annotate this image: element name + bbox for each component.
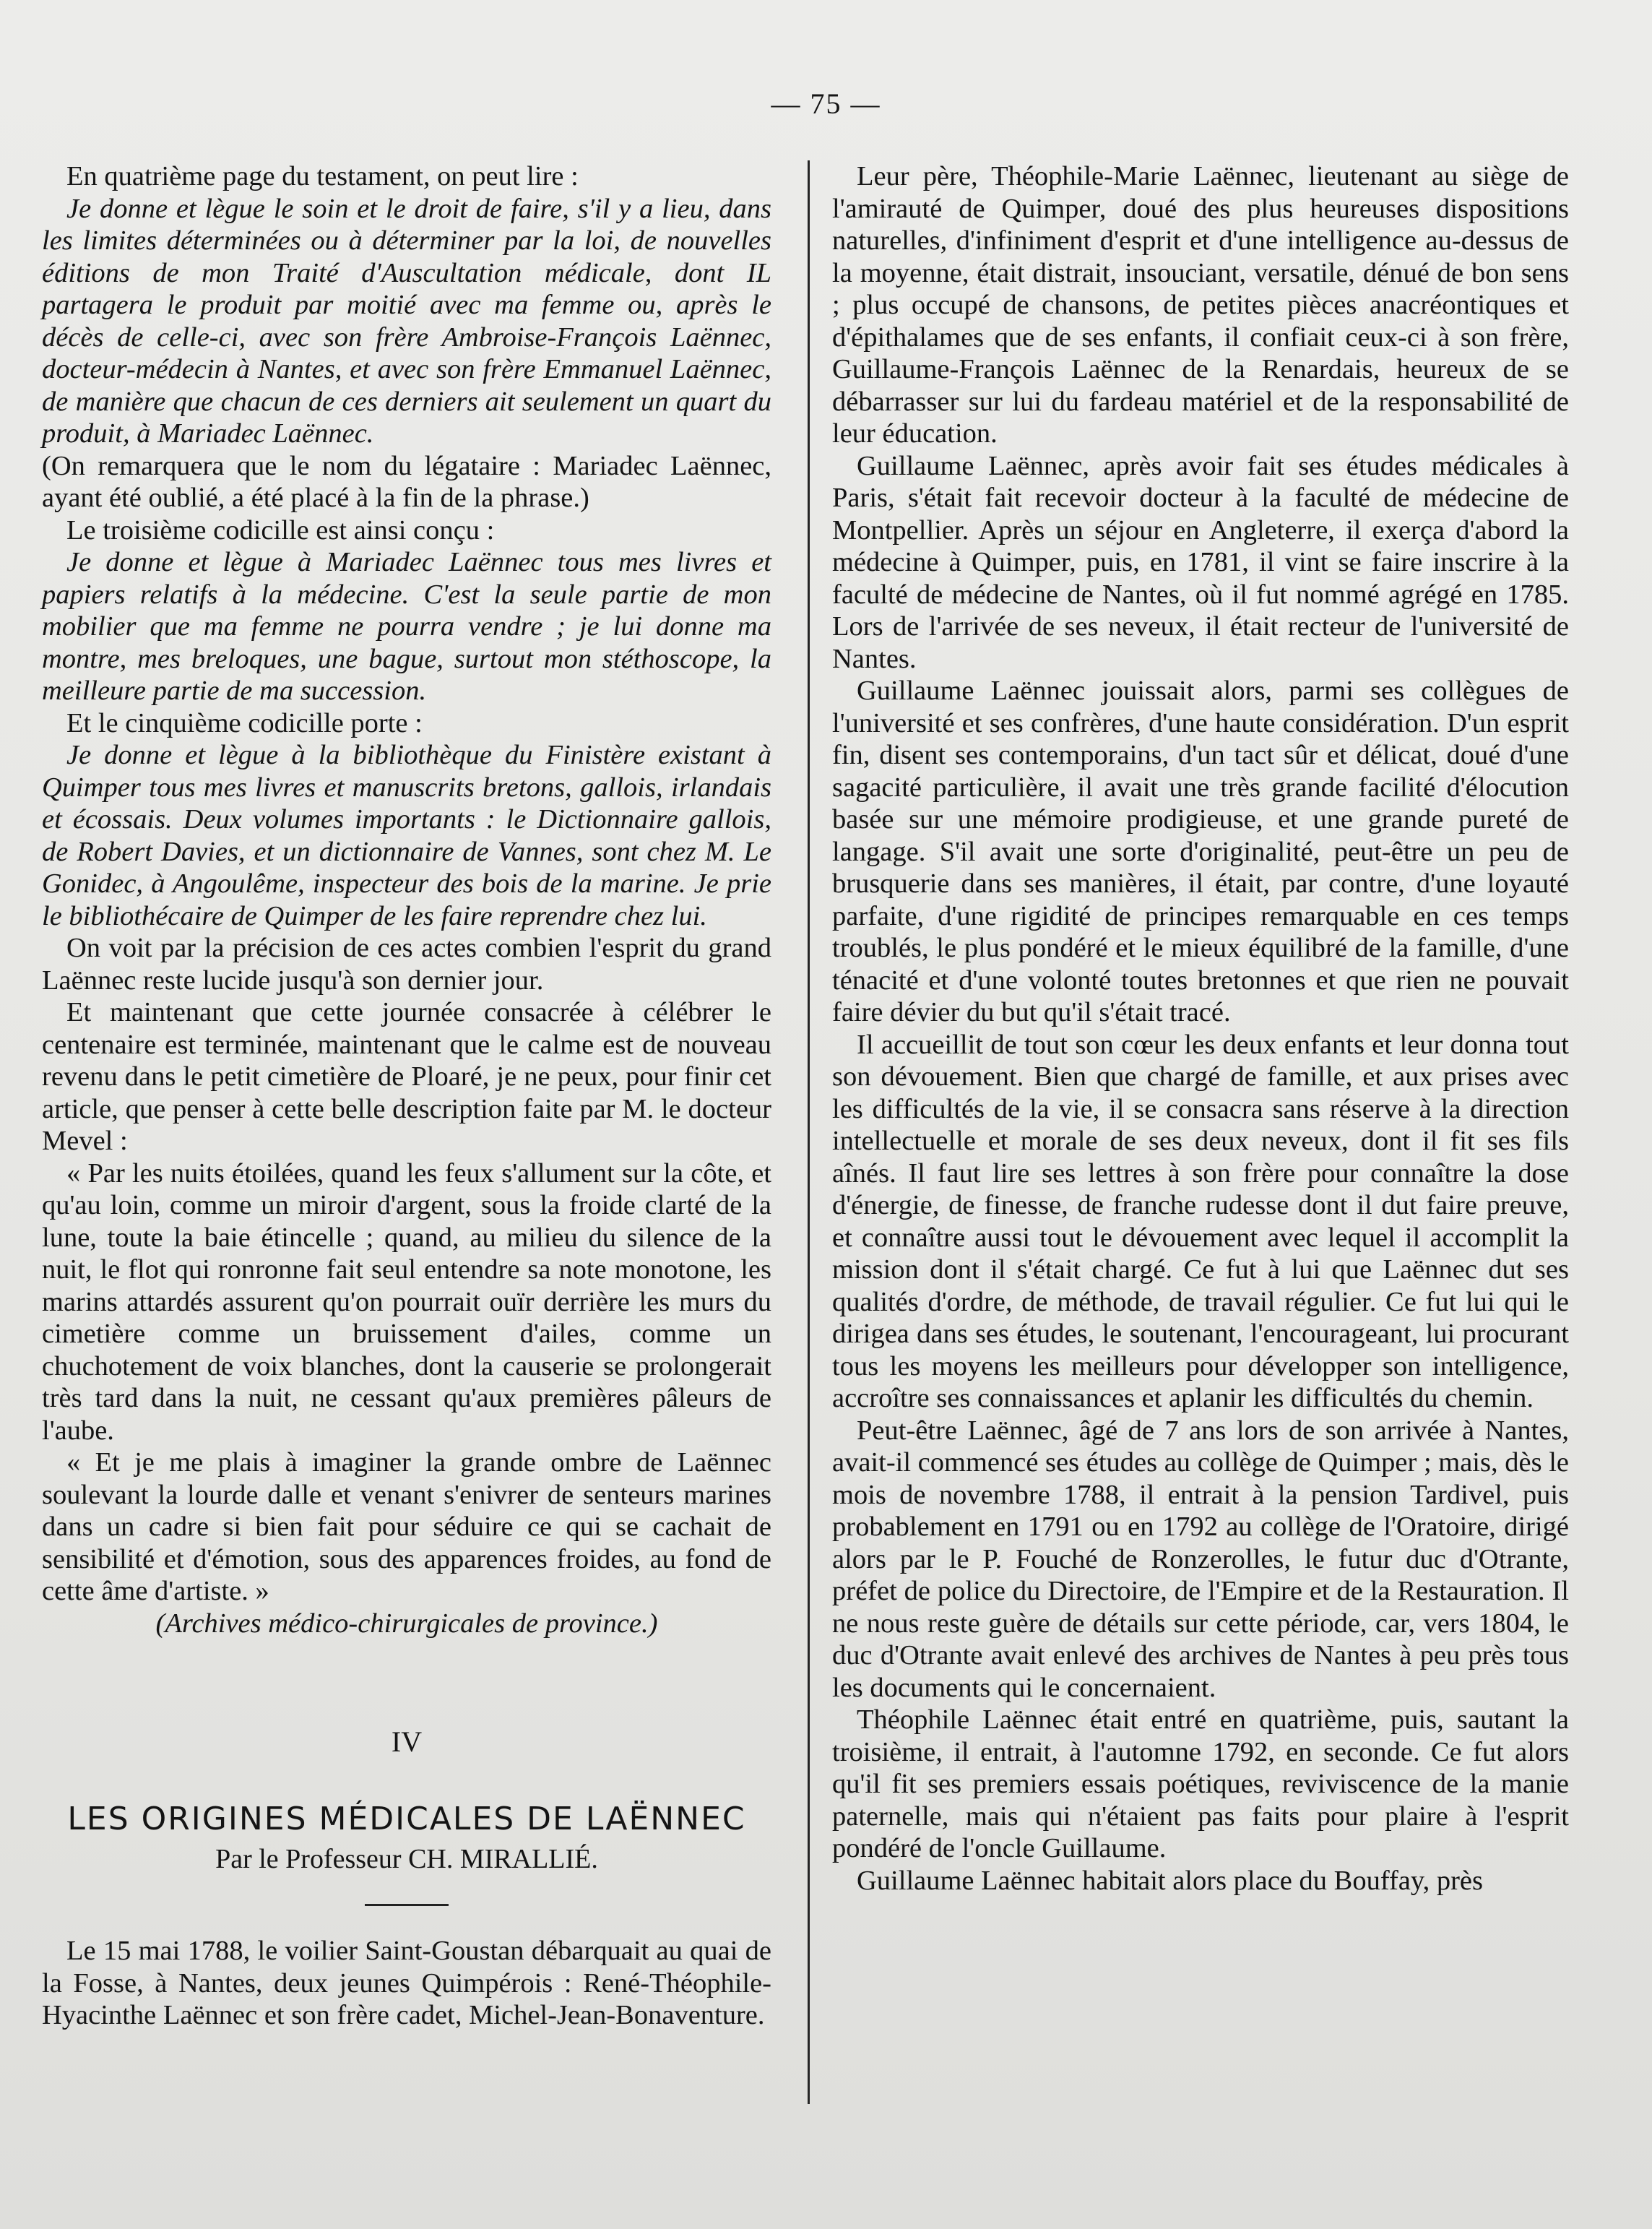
paragraph: Guillaume Laënnec, après avoir fait ses études médicales à Paris, s'était fait recevoir docteur à la faculté de médecine de Montpellier. Après un séjour en Angleterre, il exerça d'abord la médecine à Quimper, puis, en 1781, il vint se faire inscrire à la faculté de médecine de Nantes, où il fut nommé agrégé en 1785. Lors de l'arrivée de ses neveux, il était recteur de l'université de Nantes.	[832, 450, 1569, 674]
quote-testament: Je donne et lègue le soin et le droit de faire, s'il y a lieu, dans les limites déterminées ou à déterminer par la loi, de nouvelles éditions de mon Traité d'Auscultation médicale, dont IL partagera le produit par moitié avec ma femme ou, après le décès de celle-ci, avec son frère Ambroise-François Laënnec, docteur-médecin à Nantes, et avec son frère Emmanuel Laënnec, de manière que chacun de ces derniers ait seulement un quart du produit, à Mariadec Laënnec.	[42, 193, 771, 449]
section-number: IV	[391, 1725, 423, 1758]
separator-rule	[365, 1904, 449, 1906]
paragraph: Et maintenant que cette journée consacrée à célébrer le centenaire est terminée, maintenant que le calme est de nouveau revenu dans le petit cimetière de Ploaré, je ne peux, pour finir cet article, que penser à cette belle description faite par M. le docteur Mevel :	[42, 997, 771, 1156]
paragraph: (On remarquera que le nom du légataire : Mariadec Laënnec, ayant été oublié, a été placé à la fin de la phrase.)	[42, 450, 771, 513]
paragraph: En quatrième page du testament, on peut lire :	[66, 161, 579, 191]
paragraph: Peut-être Laënnec, âgé de 7 ans lors de son arrivée à Nantes, avait-il commencé ses études au collège de Quimper ; mais, dès le mois de novembre 1788, il entrait à la pension Tardivel, puis probablement en 1791 ou en 1792 au collège de l'Oratoire, dirigé alors par le P. Fouché de Ronzerolles, le futur duc d'Otrante, préfet de police du Directoire, de l'Empire et de la Restauration. Il ne nous reste guère de détails sur cette période, car, vers 1804, le duc d'Otrante avait enlevé des archives de Nantes à peu près tous les documents qui le concernaient.	[832, 1415, 1569, 1703]
paragraph: Le troisième codicille est ainsi conçu :	[66, 514, 495, 546]
column-divider	[808, 160, 810, 2104]
paragraph: Théophile Laënnec était entré en quatrième, puis, sautant la troisième, il entrait, à l'automne 1792, en seconde. Ce fut alors qu'il fit ses premiers essais poétiques, reviviscence de la manie paternelle, mais qui n'étaient pas faits pour plaire à l'esprit pondéré de l'oncle Guillaume.	[832, 1704, 1569, 1863]
paragraph: Leur père, Théophile-Marie Laënnec, lieutenant au siège de l'amirauté de Quimper, doué des plus heureuses dispositions naturelles, d'infiniment d'esprit et d'une intelligence au-dessus de la moyenne, était distrait, insouciant, versatile, dénué de bon sens ; plus occupé de chansons, de petites pièces anacréontiques et d'épithalames que de ses enfants, il confiait ceux-ci à son frère, Guillaume-François Laënnec de la Renardais, heureux de se débarrasser sur lui du fardeau matériel et de la responsabilité de leur éducation.	[832, 161, 1569, 449]
paragraph: Et le cinquième codicille porte :	[66, 707, 423, 738]
paragraph: Le 15 mai 1788, le voilier Saint-Goustan débarquait au quai de la Fosse, à Nantes, deux jeunes Quimpérois : René-Théophile-Hyacinthe Laënnec et son frère cadet, Michel-Jean-Bonaventure.	[42, 1936, 771, 2030]
article-heading: LES ORIGINES MÉDICALES DE LAËNNEC	[67, 1801, 746, 1837]
quote-codicil-5: Je donne et lègue à la bibliothèque du Finistère existant à Quimper tous mes livres et manuscrits bretons, gallois, irlandais et écossais. Deux volumes importants : le Dictionnaire gallois, de Robert Davies, et un dictionnaire de Vannes, sont chez M. Le Gonidec, à Angoulême, inspecteur des bois de la marine. Je prie le bibliothécaire de Quimper de les faire reprendre chez lui.	[42, 740, 771, 931]
paragraph: Il accueillit de tout son cœur les deux enfants et leur donna tout son dévouement. Bien que chargé de famille, et aux prises avec les difficultés de la vie, il se consacra sans réserve à la direction intellectuelle et morale de ses deux neveux, dont il fit ses fils aînés. Il faut lire ses lettres à son frère pour connaître la dose d'énergie, de finesse, de franche rudesse dont il dut faire preuve, et connaître aussi tout le dévouement avec lequel il accomplit la mission dont il s'était chargé. Ce fut à lui que Laënnec dut ses qualités d'ordre, de méthode, de travail régulier. Ce fut lui qui le dirigea dans ses études, le soutenant, l'encourageant, lui procurant tous les moyens les meilleurs pour développer son intelligence, accroître ses connaissances et aplanir les difficultés du chemin.	[832, 1029, 1569, 1413]
article-byline: Par le Professeur CH. MIRALLIÉ.	[215, 1844, 598, 1874]
left-column	[42, 160, 771, 2032]
source-citation: (Archives médico-chirurgicales de province.)	[155, 1608, 658, 1639]
paragraph: Guillaume Laënnec jouissait alors, parmi ses collègues de l'université et ses confrères, d'une haute considération. D'un esprit fin, disent ses contemporains, d'un tact sûr et délicat, doué d'une sagacité particulière, il avait une très grande facilité d'élocution basée sur une mémoire prodigieuse, et une grande pureté de langage. S'il avait une sorte d'originalité, peut-être un peu de brusquerie dans ses manières, il était, par contre, d'une loyauté parfaite, d'une rigidité de principes remarquable en ces temps troublés, le plus pondéré et le mieux équilibré de la famille, d'une ténacité et d'une volonté toutes bretonnes et que rien ne pouvait faire dévier du but qu'il s'était tracé.	[832, 676, 1569, 1027]
quote-codicil-3: Je donne et lègue à Mariadec Laënnec tous mes livres et papiers relatifs à la médecine. C'est la seule partie de mon mobilier que ma femme ne pourra vendre ; je lui donne ma montre, mes breloques, une bague, surtout mon stéthoscope, la meilleure partie de ma succession.	[42, 547, 771, 706]
right-column	[832, 160, 1569, 1897]
page-number: — 75 —	[771, 87, 881, 120]
quote-mevel-2: « Et je me plais à imaginer la grande ombre de Laënnec soulevant la lourde dalle et venant s'enivrer de senteurs marines dans un cadre si bien fait pour séduire ce qui se cachait de sensibilité et d'émotion, sous des apparences froides, au fond de cette âme d'artiste. »	[42, 1447, 771, 1606]
paragraph: On voit par la précision de ces actes combien l'esprit du grand Laënnec reste lucide jusqu'à son dernier jour.	[42, 933, 771, 996]
paragraph: Guillaume Laënnec habitait alors place du Bouffay, près	[857, 1865, 1484, 1896]
quote-mevel-1: « Par les nuits étoilées, quand les feux s'allument sur la côte, et qu'au loin, comme un miroir d'argent, sous la froide clarté de la lune, toute la baie étincelle ; quand, au milieu du silence de la nuit, le flot qui ronronne fait seul entendre sa note monotone, les marins attardés assurent qu'on pourrait ouïr derrière les murs du cimetière comme un bruissement d'ailes, comme un chuchotement de voix blanches, dont la causerie se prolongerait très tard dans la nuit, ne cessant qu'aux premières pâleurs de l'aube.	[42, 1157, 771, 1446]
